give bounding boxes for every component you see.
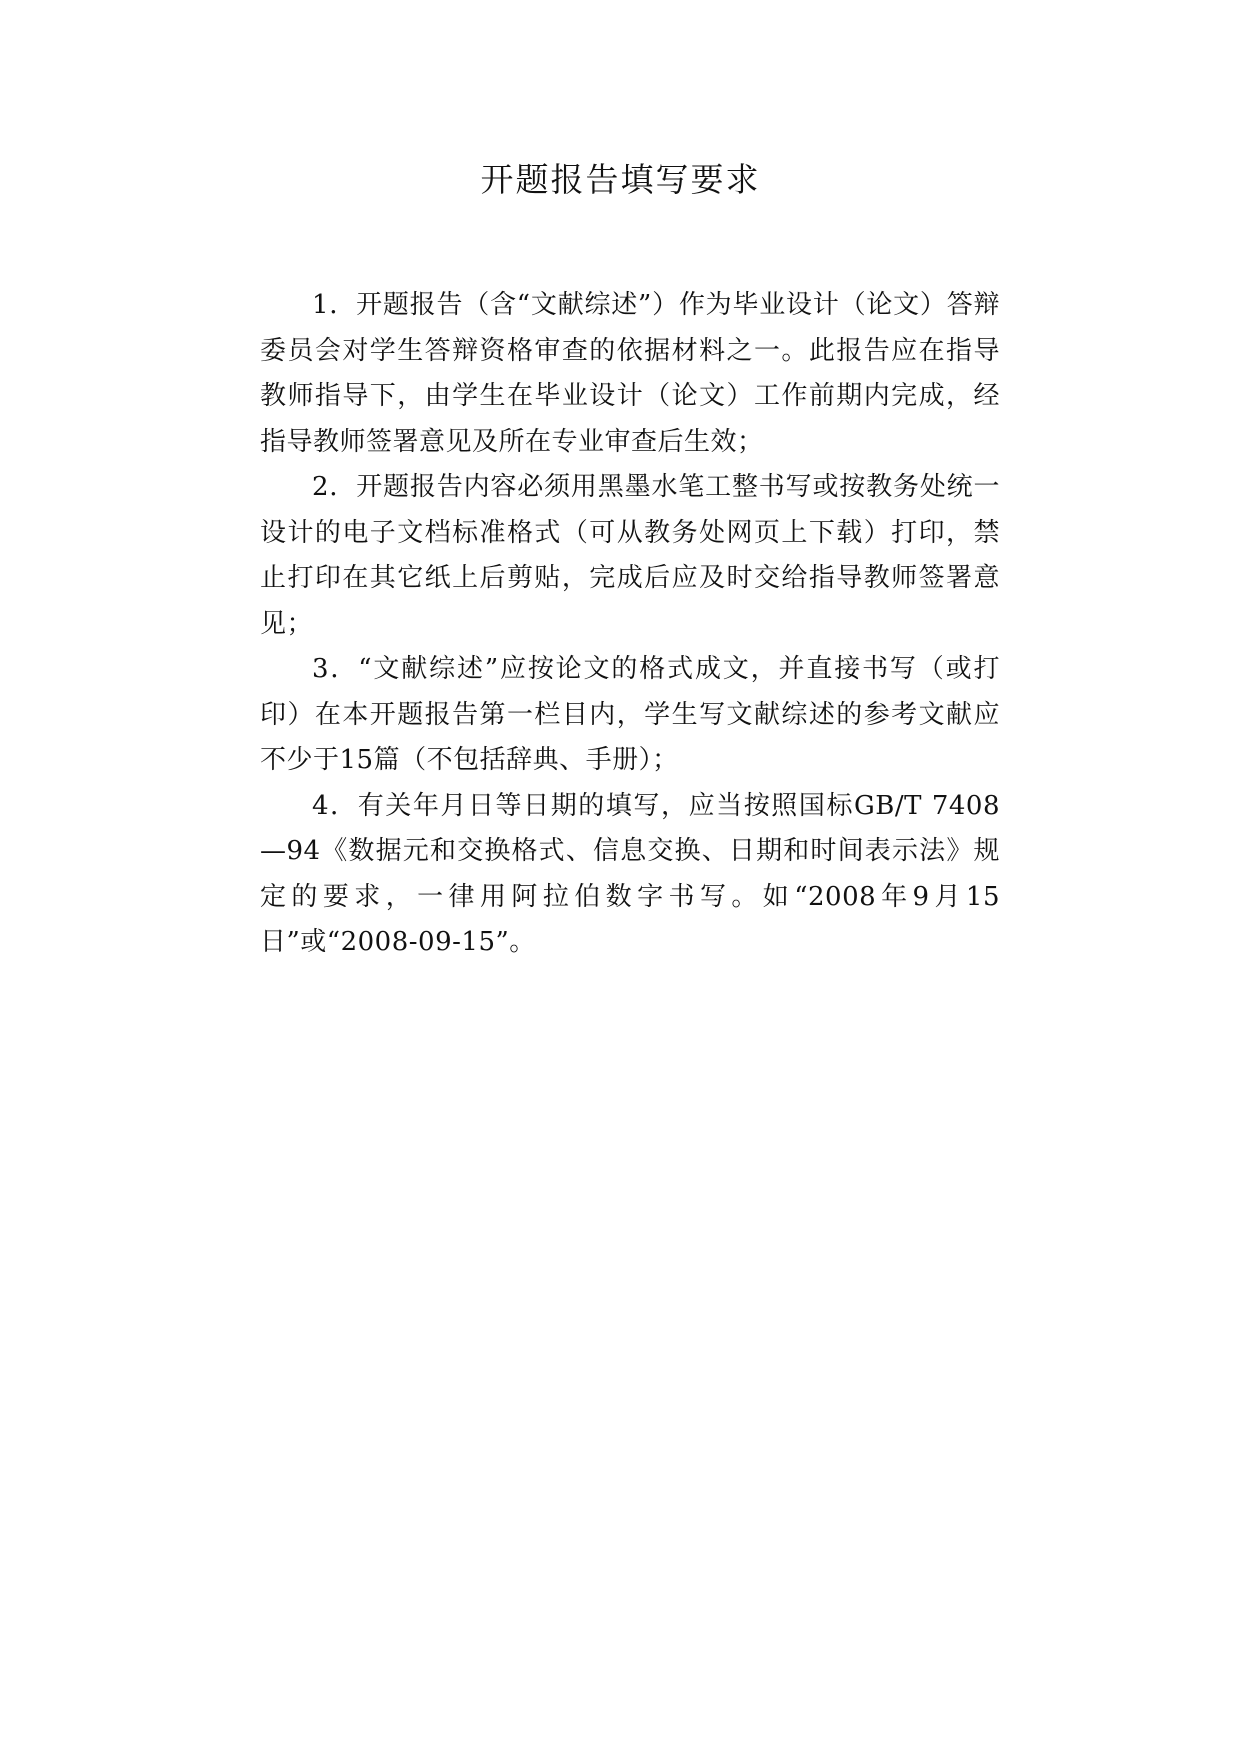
requirement-item-3: 3．“文献综述”应按论文的格式成文，并直接书写（或打印）在本开题报告第一栏目内，学生写文献综述的参考文献应不少于15篇（不包括辞典、手册）； — [260, 654, 1000, 775]
page-title: 开题报告填写要求 — [480, 160, 761, 199]
requirements-list — [260, 283, 1000, 966]
requirement-item-4: 4．有关年月日等日期的填写，应当按照国标GB/T 7408—94《数据元和交换格式、信息交换、日期和时间表示法》规定的要求，一律用阿拉伯数字书写。如“2008年9月15日”或“2008-09-15”。 — [260, 790, 1000, 957]
requirement-item-2: 2．开题报告内容必须用黑墨水笔工整书写或按教务处统一设计的电子文档标准格式（可从教务处网页上下载）打印，禁止打印在其它纸上后剪贴，完成后应及时交给指导教师签署意见； — [260, 472, 1000, 639]
requirement-item-1: 1．开题报告（含“文献综述”）作为毕业设计（论文）答辩委员会对学生答辩资格审查的依据材料之一。此报告应在指导教师指导下，由学生在毕业设计（论文）工作前期内完成，经指导教师签署意见及所在专业审查后生效； — [260, 290, 1000, 457]
